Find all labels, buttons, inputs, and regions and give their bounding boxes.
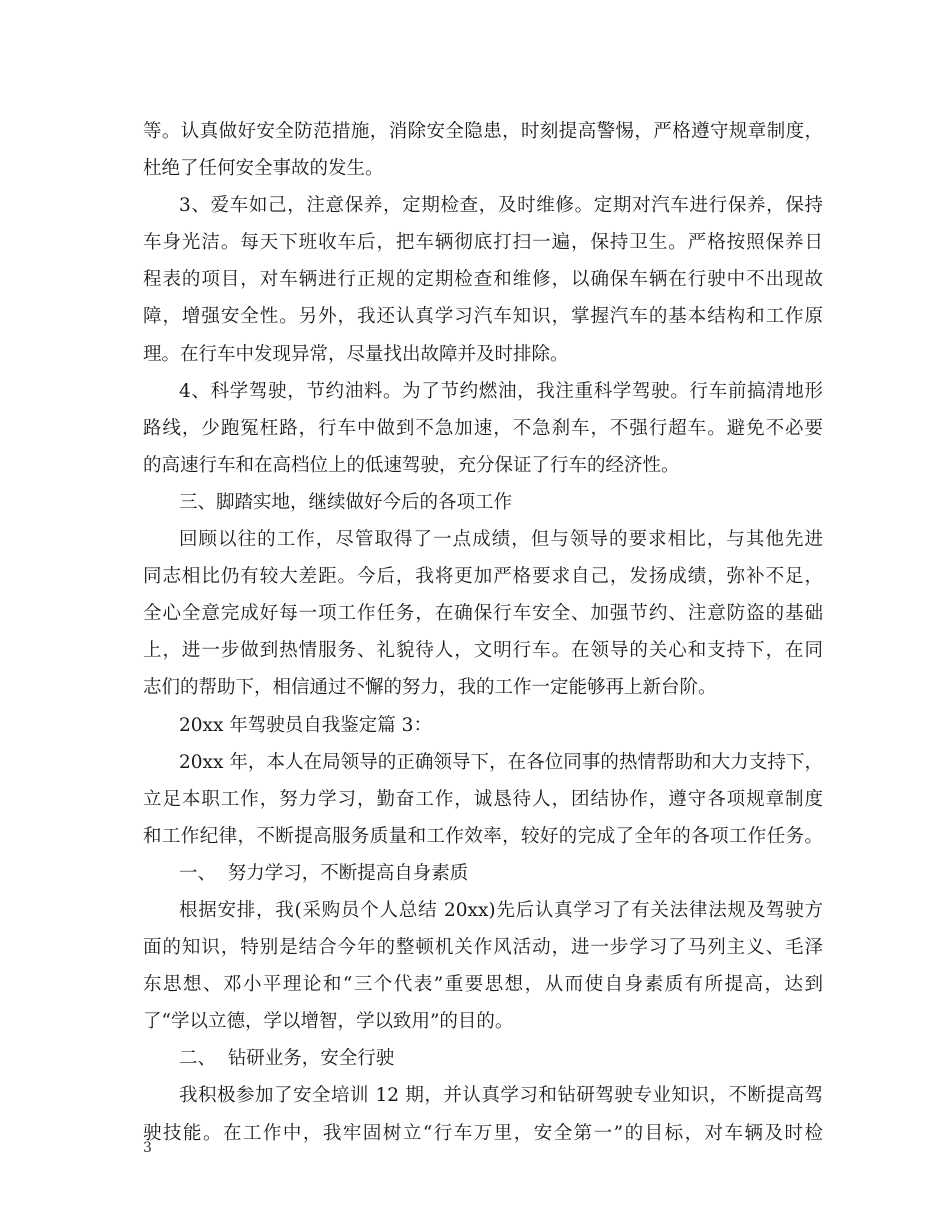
text-line: 我积极参加了安全培训 12 期，并认真学习和钻研驾驶专业知识，不断提高驾 bbox=[179, 1085, 823, 1107]
text-line: 东思想、邓小平理论和“三个代表”重要思想，从而使自身素质有所提高，达到 bbox=[143, 974, 823, 996]
text-line: 志们的帮助下，相信通过不懈的努力，我的工作一定能够再上新台阶。 bbox=[143, 677, 717, 699]
text-line: 面的知识，特别是结合今年的整顿机关作风活动，进一步学习了马列主义、毛泽 bbox=[143, 937, 823, 959]
text-line: 同志相比仍有较大差距。今后，我将更加严格要求自己，发扬成绩，弥补不足， bbox=[143, 566, 823, 588]
text-line: 等。认真做好安全防范措施，消除安全隐患，时刻提高警惕，严格遵守规章制度， bbox=[143, 121, 823, 142]
text-line: 车身光洁。每天下班收车后，把车辆彻底打扫一遍，保持卫生。严格按照保养日 bbox=[143, 232, 823, 254]
text-line: 的高速行车和在高档位上的低速驾驶，充分保证了行车的经济性。 bbox=[143, 454, 680, 476]
text-line: 回顾以往的工作，尽管取得了一点成绩，但与领导的要求相比，与其他先进 bbox=[179, 529, 823, 551]
text-line: 4、科学驾驶，节约油料。为了节约燃油，我注重科学驾驶。行车前搞清地形 bbox=[179, 380, 823, 402]
text-line: 上，进一步做到热情服务、礼貌待人，文明行车。在领导的关心和支持下，在同 bbox=[143, 640, 823, 662]
document-body bbox=[143, 113, 823, 1152]
section-heading: 二、 钻研业务，安全行驶 bbox=[179, 1048, 395, 1070]
text-line: 程表的项目，对车辆进行正规的定期检查和维修，以确保车辆在行驶中不出现故 bbox=[143, 269, 823, 291]
text-line: 20xx 年，本人在局领导的正确领导下，在各位同事的热情帮助和大力支持下， bbox=[179, 751, 823, 773]
text-line: 和工作纪律，不断提高服务质量和工作效率，较好的完成了全年的各项工作任务。 bbox=[143, 825, 823, 847]
text-line: 根据安排，我(采购员个人总结 20xx)先后认真学习了有关法律法规及驾驶方 bbox=[179, 899, 823, 921]
text-line: 理。在行车中发现异常，尽量找出故障并及时排除。 bbox=[143, 343, 569, 365]
text-line: 驶技能。在工作中，我牢固树立“行车万里，安全第一”的目标，对车辆及时检 bbox=[143, 1122, 823, 1144]
section-heading: 一、 努力学习，不断提高自身素质 bbox=[179, 862, 469, 884]
text-line: 立足本职工作，努力学习，勤奋工作，诚恳待人，团结协作，遵守各项规章制度 bbox=[143, 788, 823, 810]
section-heading: 三、脚踏实地，继续做好今后的各项工作 bbox=[179, 491, 513, 513]
text-line: 路线，少跑冤枉路，行车中做到不急加速，不急刹车，不强行超车。避免不必要 bbox=[143, 417, 823, 439]
text-line: 了“学以立德，学以增智，学以致用”的目的。 bbox=[143, 1011, 514, 1033]
text-line: 杜绝了任何安全事故的发生。 bbox=[143, 158, 384, 180]
section-heading: 20xx 年驾驶员自我鉴定篇 3： bbox=[179, 714, 432, 736]
text-line: 障，增强安全性。另外，我还认真学习汽车知识，掌握汽车的基本结构和工作原 bbox=[143, 306, 823, 328]
page-number: 3 bbox=[143, 1140, 152, 1156]
text-line: 全心全意完成好每一项工作任务，在确保行车安全、加强节约、注意防盗的基础 bbox=[143, 603, 823, 625]
text-line: 3、爱车如己，注意保养，定期检查，及时维修。定期对汽车进行保养，保持 bbox=[179, 195, 823, 217]
